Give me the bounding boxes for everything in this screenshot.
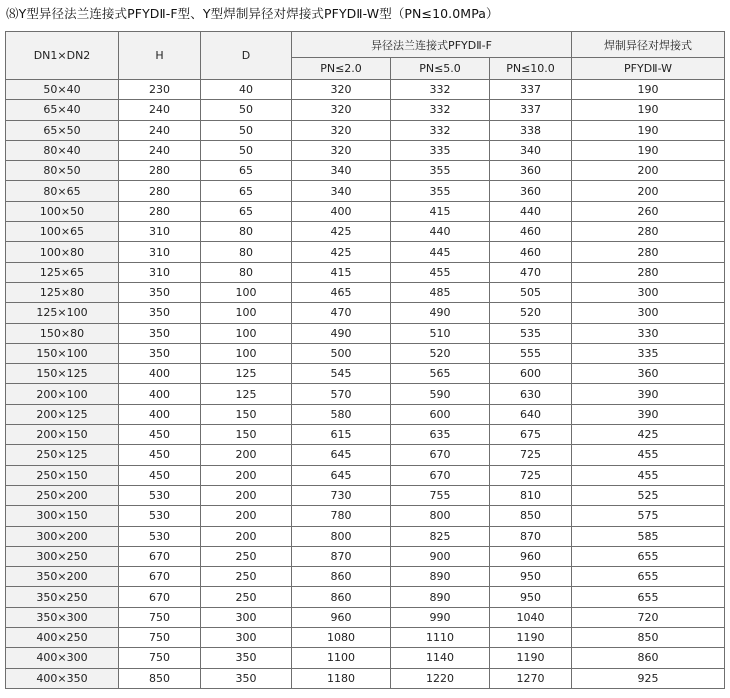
dn-cell: 150×80 bbox=[6, 323, 119, 343]
h-cell: 530 bbox=[119, 506, 201, 526]
table-row bbox=[6, 546, 725, 566]
pn5-cell: 335 bbox=[391, 140, 490, 160]
table-header bbox=[6, 32, 725, 80]
weld-cell: 200 bbox=[572, 161, 725, 181]
pn2-cell: 645 bbox=[292, 465, 391, 485]
table-row bbox=[6, 485, 725, 505]
h-cell: 670 bbox=[119, 546, 201, 566]
h-cell: 350 bbox=[119, 323, 201, 343]
table-row bbox=[6, 323, 725, 343]
pn5-cell: 520 bbox=[391, 343, 490, 363]
pn5-cell: 755 bbox=[391, 485, 490, 505]
weld-cell: 190 bbox=[572, 100, 725, 120]
d-cell: 100 bbox=[201, 323, 292, 343]
pn2-cell: 1080 bbox=[292, 628, 391, 648]
h-cell: 230 bbox=[119, 80, 201, 100]
pn5-cell: 600 bbox=[391, 404, 490, 424]
pn2-cell: 320 bbox=[292, 140, 391, 160]
dn-cell: 300×200 bbox=[6, 526, 119, 546]
pn2-cell: 570 bbox=[292, 384, 391, 404]
weld-cell: 655 bbox=[572, 567, 725, 587]
h-cell: 450 bbox=[119, 425, 201, 445]
weld-cell: 425 bbox=[572, 425, 725, 445]
pn10-cell: 725 bbox=[490, 465, 572, 485]
dn-cell: 125×65 bbox=[6, 262, 119, 282]
d-cell: 200 bbox=[201, 445, 292, 465]
pn5-cell: 670 bbox=[391, 445, 490, 465]
pn2-cell: 545 bbox=[292, 364, 391, 384]
h-cell: 530 bbox=[119, 526, 201, 546]
d-cell: 350 bbox=[201, 668, 292, 688]
pn5-cell: 490 bbox=[391, 303, 490, 323]
dn-cell: 80×65 bbox=[6, 181, 119, 201]
header-d: D bbox=[201, 32, 292, 80]
table-row bbox=[6, 668, 725, 688]
h-cell: 670 bbox=[119, 587, 201, 607]
pn5-cell: 800 bbox=[391, 506, 490, 526]
weld-cell: 390 bbox=[572, 384, 725, 404]
pn5-cell: 990 bbox=[391, 607, 490, 627]
table-row bbox=[6, 222, 725, 242]
weld-cell: 260 bbox=[572, 201, 725, 221]
pn10-cell: 337 bbox=[490, 80, 572, 100]
h-cell: 530 bbox=[119, 485, 201, 505]
pn2-cell: 320 bbox=[292, 80, 391, 100]
pn2-cell: 615 bbox=[292, 425, 391, 445]
dn-cell: 350×250 bbox=[6, 587, 119, 607]
pn10-cell: 675 bbox=[490, 425, 572, 445]
weld-cell: 655 bbox=[572, 587, 725, 607]
table-row bbox=[6, 364, 725, 384]
dn-cell: 150×100 bbox=[6, 343, 119, 363]
weld-cell: 925 bbox=[572, 668, 725, 688]
d-cell: 250 bbox=[201, 567, 292, 587]
dn-cell: 80×50 bbox=[6, 161, 119, 181]
d-cell: 65 bbox=[201, 181, 292, 201]
d-cell: 125 bbox=[201, 384, 292, 404]
dn-cell: 200×125 bbox=[6, 404, 119, 424]
pn10-cell: 600 bbox=[490, 364, 572, 384]
pn10-cell: 505 bbox=[490, 282, 572, 302]
pn2-cell: 780 bbox=[292, 506, 391, 526]
h-cell: 750 bbox=[119, 628, 201, 648]
pn10-cell: 535 bbox=[490, 323, 572, 343]
dn-cell: 200×150 bbox=[6, 425, 119, 445]
pn5-cell: 900 bbox=[391, 546, 490, 566]
header-weld-line2: PFYDⅡ-W bbox=[572, 58, 725, 80]
weld-cell: 280 bbox=[572, 242, 725, 262]
weld-cell: 200 bbox=[572, 181, 725, 201]
d-cell: 100 bbox=[201, 303, 292, 323]
h-cell: 750 bbox=[119, 607, 201, 627]
pn5-cell: 332 bbox=[391, 120, 490, 140]
table-body bbox=[6, 80, 725, 689]
dn-cell: 65×50 bbox=[6, 120, 119, 140]
dn-cell: 80×40 bbox=[6, 140, 119, 160]
pn10-cell: 1040 bbox=[490, 607, 572, 627]
d-cell: 200 bbox=[201, 465, 292, 485]
pn5-cell: 510 bbox=[391, 323, 490, 343]
weld-cell: 720 bbox=[572, 607, 725, 627]
weld-cell: 300 bbox=[572, 303, 725, 323]
h-cell: 400 bbox=[119, 364, 201, 384]
pn2-cell: 425 bbox=[292, 222, 391, 242]
table-row bbox=[6, 282, 725, 302]
pn2-cell: 400 bbox=[292, 201, 391, 221]
pn5-cell: 332 bbox=[391, 80, 490, 100]
table-row bbox=[6, 181, 725, 201]
pn2-cell: 470 bbox=[292, 303, 391, 323]
header-pn-10: PN≤10.0 bbox=[490, 58, 572, 80]
weld-cell: 860 bbox=[572, 648, 725, 668]
table-row bbox=[6, 526, 725, 546]
table-row bbox=[6, 100, 725, 120]
header-pn-5: PN≤5.0 bbox=[391, 58, 490, 80]
pn2-cell: 1180 bbox=[292, 668, 391, 688]
pn2-cell: 340 bbox=[292, 181, 391, 201]
pn10-cell: 630 bbox=[490, 384, 572, 404]
table-row bbox=[6, 80, 725, 100]
d-cell: 50 bbox=[201, 120, 292, 140]
h-cell: 400 bbox=[119, 384, 201, 404]
pn5-cell: 670 bbox=[391, 465, 490, 485]
pn5-cell: 890 bbox=[391, 587, 490, 607]
spec-table bbox=[5, 31, 725, 689]
d-cell: 150 bbox=[201, 425, 292, 445]
dn-cell: 250×150 bbox=[6, 465, 119, 485]
h-cell: 400 bbox=[119, 404, 201, 424]
pn2-cell: 340 bbox=[292, 161, 391, 181]
pn2-cell: 425 bbox=[292, 242, 391, 262]
dn-cell: 250×125 bbox=[6, 445, 119, 465]
pn5-cell: 485 bbox=[391, 282, 490, 302]
h-cell: 310 bbox=[119, 242, 201, 262]
dn-cell: 125×80 bbox=[6, 282, 119, 302]
dn-cell: 300×150 bbox=[6, 506, 119, 526]
pn10-cell: 810 bbox=[490, 485, 572, 505]
h-cell: 670 bbox=[119, 567, 201, 587]
dn-cell: 150×125 bbox=[6, 364, 119, 384]
pn2-cell: 860 bbox=[292, 587, 391, 607]
pn10-cell: 725 bbox=[490, 445, 572, 465]
pn2-cell: 500 bbox=[292, 343, 391, 363]
table-row bbox=[6, 567, 725, 587]
pn5-cell: 355 bbox=[391, 161, 490, 181]
pn10-cell: 1270 bbox=[490, 668, 572, 688]
d-cell: 100 bbox=[201, 282, 292, 302]
weld-cell: 655 bbox=[572, 546, 725, 566]
pn5-cell: 890 bbox=[391, 567, 490, 587]
table-row bbox=[6, 628, 725, 648]
d-cell: 50 bbox=[201, 100, 292, 120]
h-cell: 350 bbox=[119, 282, 201, 302]
d-cell: 200 bbox=[201, 526, 292, 546]
table-row bbox=[6, 303, 725, 323]
pn5-cell: 445 bbox=[391, 242, 490, 262]
pn5-cell: 635 bbox=[391, 425, 490, 445]
header-dn: DN1×DN2 bbox=[6, 32, 119, 80]
h-cell: 450 bbox=[119, 445, 201, 465]
pn10-cell: 360 bbox=[490, 161, 572, 181]
h-cell: 280 bbox=[119, 181, 201, 201]
table-row bbox=[6, 425, 725, 445]
d-cell: 250 bbox=[201, 546, 292, 566]
h-cell: 240 bbox=[119, 140, 201, 160]
pn5-cell: 1220 bbox=[391, 668, 490, 688]
d-cell: 40 bbox=[201, 80, 292, 100]
weld-cell: 300 bbox=[572, 282, 725, 302]
pn5-cell: 415 bbox=[391, 201, 490, 221]
pn10-cell: 360 bbox=[490, 181, 572, 201]
pn10-cell: 470 bbox=[490, 262, 572, 282]
pn2-cell: 960 bbox=[292, 607, 391, 627]
pn2-cell: 415 bbox=[292, 262, 391, 282]
d-cell: 300 bbox=[201, 628, 292, 648]
dn-cell: 200×100 bbox=[6, 384, 119, 404]
h-cell: 350 bbox=[119, 343, 201, 363]
pn10-cell: 870 bbox=[490, 526, 572, 546]
pn10-cell: 640 bbox=[490, 404, 572, 424]
h-cell: 240 bbox=[119, 100, 201, 120]
weld-cell: 850 bbox=[572, 628, 725, 648]
pn10-cell: 850 bbox=[490, 506, 572, 526]
pn2-cell: 870 bbox=[292, 546, 391, 566]
pn10-cell: 950 bbox=[490, 587, 572, 607]
weld-cell: 455 bbox=[572, 465, 725, 485]
pn10-cell: 338 bbox=[490, 120, 572, 140]
pn10-cell: 460 bbox=[490, 222, 572, 242]
pn10-cell: 555 bbox=[490, 343, 572, 363]
pn5-cell: 355 bbox=[391, 181, 490, 201]
dn-cell: 300×250 bbox=[6, 546, 119, 566]
dn-cell: 50×40 bbox=[6, 80, 119, 100]
table-row bbox=[6, 262, 725, 282]
weld-cell: 390 bbox=[572, 404, 725, 424]
table-row bbox=[6, 587, 725, 607]
pn5-cell: 1140 bbox=[391, 648, 490, 668]
d-cell: 50 bbox=[201, 140, 292, 160]
d-cell: 65 bbox=[201, 201, 292, 221]
weld-cell: 190 bbox=[572, 80, 725, 100]
weld-cell: 335 bbox=[572, 343, 725, 363]
h-cell: 750 bbox=[119, 648, 201, 668]
dn-cell: 250×200 bbox=[6, 485, 119, 505]
table-row bbox=[6, 445, 725, 465]
d-cell: 350 bbox=[201, 648, 292, 668]
weld-cell: 525 bbox=[572, 485, 725, 505]
table-row bbox=[6, 607, 725, 627]
d-cell: 80 bbox=[201, 242, 292, 262]
d-cell: 150 bbox=[201, 404, 292, 424]
dn-cell: 400×250 bbox=[6, 628, 119, 648]
pn5-cell: 332 bbox=[391, 100, 490, 120]
table-row bbox=[6, 343, 725, 363]
dn-cell: 100×65 bbox=[6, 222, 119, 242]
weld-cell: 280 bbox=[572, 262, 725, 282]
table-row bbox=[6, 465, 725, 485]
weld-cell: 190 bbox=[572, 120, 725, 140]
table-row bbox=[6, 384, 725, 404]
dn-cell: 350×300 bbox=[6, 607, 119, 627]
pn5-cell: 440 bbox=[391, 222, 490, 242]
pn10-cell: 460 bbox=[490, 242, 572, 262]
page-title: ⑻Y型异径法兰连接式PFYDⅡ-F型、Y型焊制异径对焊接式PFYDⅡ-W型（PN≤10.0MPa） bbox=[6, 6, 499, 21]
pn10-cell: 337 bbox=[490, 100, 572, 120]
dn-cell: 350×200 bbox=[6, 567, 119, 587]
weld-cell: 585 bbox=[572, 526, 725, 546]
pn10-cell: 520 bbox=[490, 303, 572, 323]
pn2-cell: 800 bbox=[292, 526, 391, 546]
weld-cell: 280 bbox=[572, 222, 725, 242]
pn10-cell: 340 bbox=[490, 140, 572, 160]
pn2-cell: 320 bbox=[292, 120, 391, 140]
d-cell: 250 bbox=[201, 587, 292, 607]
d-cell: 300 bbox=[201, 607, 292, 627]
d-cell: 65 bbox=[201, 161, 292, 181]
pn5-cell: 565 bbox=[391, 364, 490, 384]
dn-cell: 400×300 bbox=[6, 648, 119, 668]
pn2-cell: 860 bbox=[292, 567, 391, 587]
pn10-cell: 1190 bbox=[490, 648, 572, 668]
d-cell: 125 bbox=[201, 364, 292, 384]
header-pn-2: PN≤2.0 bbox=[292, 58, 391, 80]
pn10-cell: 950 bbox=[490, 567, 572, 587]
d-cell: 200 bbox=[201, 485, 292, 505]
pn2-cell: 465 bbox=[292, 282, 391, 302]
table-row bbox=[6, 120, 725, 140]
h-cell: 850 bbox=[119, 668, 201, 688]
weld-cell: 330 bbox=[572, 323, 725, 343]
h-cell: 310 bbox=[119, 262, 201, 282]
dn-cell: 400×350 bbox=[6, 668, 119, 688]
table-row bbox=[6, 140, 725, 160]
weld-cell: 455 bbox=[572, 445, 725, 465]
dn-cell: 65×40 bbox=[6, 100, 119, 120]
table-row bbox=[6, 242, 725, 262]
dn-cell: 100×50 bbox=[6, 201, 119, 221]
pn5-cell: 590 bbox=[391, 384, 490, 404]
h-cell: 280 bbox=[119, 161, 201, 181]
weld-cell: 360 bbox=[572, 364, 725, 384]
h-cell: 450 bbox=[119, 465, 201, 485]
pn5-cell: 1110 bbox=[391, 628, 490, 648]
pn2-cell: 320 bbox=[292, 100, 391, 120]
pn2-cell: 580 bbox=[292, 404, 391, 424]
h-cell: 310 bbox=[119, 222, 201, 242]
table-row bbox=[6, 506, 725, 526]
h-cell: 350 bbox=[119, 303, 201, 323]
pn5-cell: 825 bbox=[391, 526, 490, 546]
pn5-cell: 455 bbox=[391, 262, 490, 282]
header-weld-line1: 焊制异径对焊接式 bbox=[572, 32, 725, 58]
h-cell: 280 bbox=[119, 201, 201, 221]
pn2-cell: 1100 bbox=[292, 648, 391, 668]
h-cell: 240 bbox=[119, 120, 201, 140]
pn2-cell: 730 bbox=[292, 485, 391, 505]
table-row bbox=[6, 404, 725, 424]
pn2-cell: 490 bbox=[292, 323, 391, 343]
d-cell: 100 bbox=[201, 343, 292, 363]
pn10-cell: 960 bbox=[490, 546, 572, 566]
table-row bbox=[6, 201, 725, 221]
weld-cell: 190 bbox=[572, 140, 725, 160]
d-cell: 80 bbox=[201, 222, 292, 242]
pn10-cell: 440 bbox=[490, 201, 572, 221]
weld-cell: 575 bbox=[572, 506, 725, 526]
header-h: H bbox=[119, 32, 201, 80]
table-row bbox=[6, 648, 725, 668]
pn10-cell: 1190 bbox=[490, 628, 572, 648]
table-row bbox=[6, 161, 725, 181]
dn-cell: 100×80 bbox=[6, 242, 119, 262]
d-cell: 80 bbox=[201, 262, 292, 282]
header-flange-group: 异径法兰连接式PFYDⅡ-F bbox=[292, 32, 572, 58]
pn2-cell: 645 bbox=[292, 445, 391, 465]
d-cell: 200 bbox=[201, 506, 292, 526]
dn-cell: 125×100 bbox=[6, 303, 119, 323]
